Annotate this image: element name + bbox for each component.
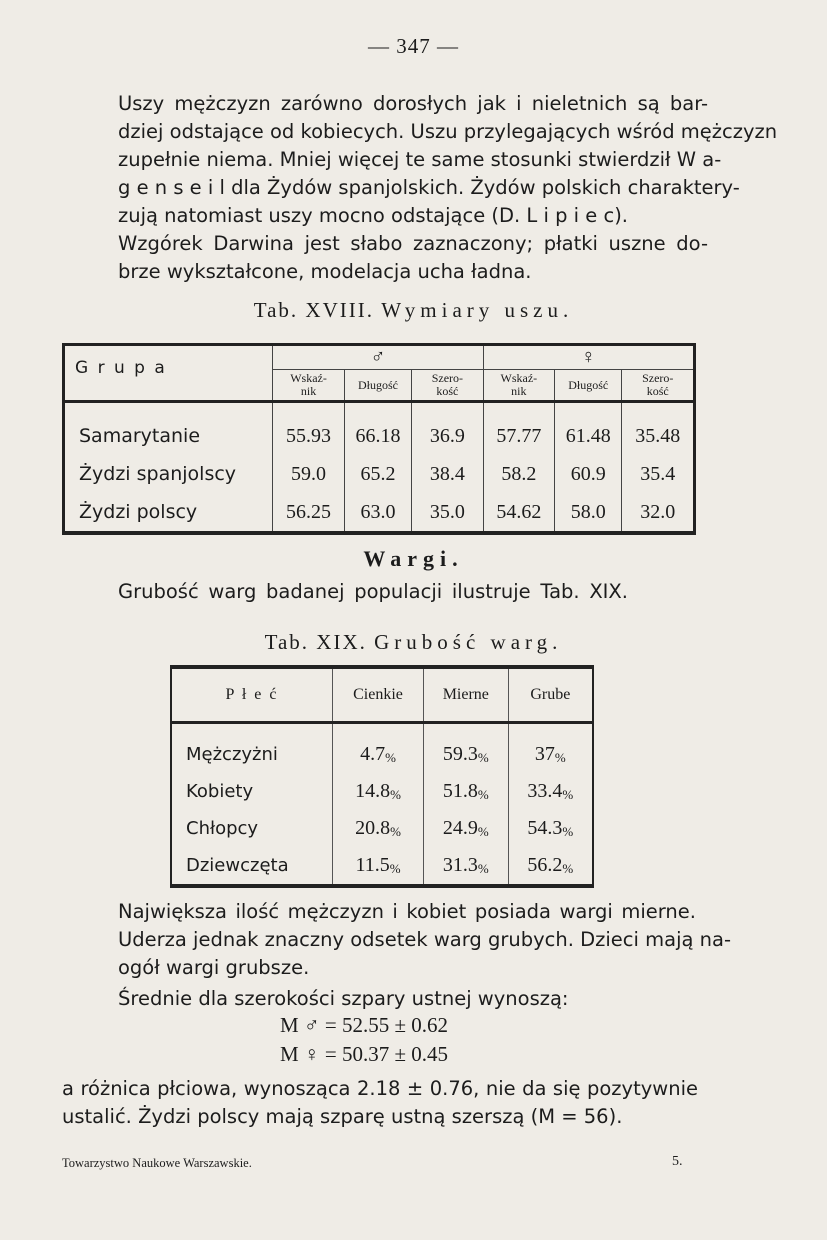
percent-sign: % (554, 750, 566, 765)
page-number: — 347 — (368, 34, 459, 58)
table-cell: 36.9 (412, 417, 483, 455)
cell-value: 31.3 (442, 854, 478, 876)
row-label: Chłopcy (186, 818, 259, 839)
column-header: Wskaź- nik (483, 370, 554, 402)
table-cell: 32.0 (622, 493, 695, 533)
table-cell (424, 736, 509, 773)
formula-female: M ♀ = 50.37 ± 0.45 (280, 1042, 449, 1066)
row-label: Kobiety (186, 781, 254, 802)
cell-value: 51.8 (442, 780, 478, 802)
table-ear-measurements (62, 343, 696, 535)
formula-male: M ♂ = 52.55 ± 0.62 (280, 1013, 449, 1037)
paragraph-mouth-width: Średnie dla szerokości szpary ustnej wynoszą: (118, 987, 569, 1010)
table-cell: 54.62 (483, 493, 554, 533)
text-line: ustalić. Żydzi polscy mają szparę ustną szerszą (M = 56). (62, 1105, 623, 1128)
column-header: Grube (508, 667, 593, 723)
text-line: g e n s e i l dla Żydów spanjolskich. Żydów polskich charaktery- (118, 176, 740, 199)
percent-sign: % (477, 750, 489, 765)
row-label: Samarytanie (79, 425, 201, 447)
table-row (64, 455, 695, 493)
table-cell: 59.0 (273, 455, 344, 493)
text-line: Uszy mężczyzn zarówno dorosłych jak i nieletnich są bar- (118, 92, 708, 115)
table-19-caption (0, 630, 827, 655)
column-header: Cienkie (333, 667, 424, 723)
percent-sign: % (477, 824, 489, 839)
text-line: dziej odstające od kobiecych. Uszu przylegających wśród mężczyzn (118, 120, 778, 143)
footer-sheet-number: 5. (672, 1154, 683, 1169)
table-lip-thickness (170, 665, 594, 888)
column-header: Długość (555, 370, 622, 402)
column-header: Wskaź- nik (273, 370, 344, 402)
text-line: a różnica płciowa, wynosząca 2.18 ± 0.76, nie da się pozytywnie (62, 1077, 698, 1100)
table-row (171, 810, 593, 847)
lips-intro: Grubość warg badanej populacji ilustruje Tab. XIX. (118, 580, 628, 603)
cell-value: 24.9 (442, 817, 478, 839)
row-label: Mężczyżni (186, 744, 278, 765)
table-cell: 66.18 (344, 417, 411, 455)
cell-value: 37 (534, 743, 555, 765)
table-cell: 35.48 (622, 417, 695, 455)
row-label: Żydzi polscy (79, 501, 198, 523)
table-cell: 38.4 (412, 455, 483, 493)
section-title-lips: Wargi. (363, 546, 464, 571)
percent-sign: % (390, 787, 401, 802)
percent-sign: % (562, 824, 574, 839)
table-cell (508, 773, 593, 810)
cell-value: 54.3 (527, 817, 563, 839)
column-header: Szero- kość (622, 370, 695, 402)
percent-sign: % (477, 861, 489, 876)
female-header: ♀ (483, 345, 694, 370)
text-line: Uderza jednak znaczny odsetek warg grubych. Dzieci mają na- (118, 928, 731, 951)
table-cell (333, 773, 424, 810)
percent-sign: % (389, 861, 401, 876)
text-line: zują natomiast uszy mocno odstające (D. L i p i e c). (118, 204, 628, 227)
percent-sign: % (385, 750, 396, 765)
table-cell (333, 736, 424, 773)
cell-value: 59.3 (442, 743, 478, 765)
column-header: Szero- kość (412, 370, 483, 402)
cell-value: 20.8 (355, 817, 391, 839)
percent-sign: % (477, 787, 489, 802)
percent-sign: % (562, 787, 574, 802)
cell-value: 33.4 (527, 780, 563, 802)
text-line: Największa ilość mężczyzn i kobiet posiada wargi mierne. (118, 900, 696, 923)
table-19-title: Grubość warg. (374, 630, 563, 654)
column-header: P ł e ć (225, 686, 279, 703)
cell-value: 11.5 (355, 854, 390, 876)
column-header: Mierne (424, 667, 509, 723)
table-18-number: Tab. XVIII. (253, 298, 374, 322)
row-label: Żydzi spanjolscy (79, 463, 237, 485)
paragraph-ears (118, 90, 778, 286)
table-row (171, 847, 593, 886)
table-19-number: Tab. XIX. (264, 630, 367, 654)
footer-publisher: Towarzystwo Naukowe Warszawskie. (62, 1156, 252, 1170)
table-cell: 58.2 (483, 455, 554, 493)
paragraph-difference (62, 1075, 698, 1131)
table-cell: 35.4 (622, 455, 695, 493)
table-row (171, 736, 593, 773)
table-row (64, 417, 695, 455)
table-cell: 55.93 (273, 417, 344, 455)
table-cell: 61.48 (555, 417, 622, 455)
text-line: ogół wargi grubsze. (118, 956, 310, 979)
table-cell (508, 810, 593, 847)
row-label: Dziewczęta (186, 855, 289, 876)
table-cell (508, 736, 593, 773)
table-cell: 58.0 (555, 493, 622, 533)
cell-value: 14.8 (355, 780, 391, 802)
table-cell (508, 847, 593, 886)
table-18-title: Wymiary uszu. (381, 298, 574, 322)
table-row (64, 493, 695, 533)
cell-value: 4.7 (360, 743, 386, 765)
table-cell: 60.9 (555, 455, 622, 493)
text-line: brze wykształcone, modelacja ucha ładna. (118, 260, 532, 283)
table-18-caption (0, 298, 827, 323)
table-cell: 56.25 (273, 493, 344, 533)
table-cell (424, 773, 509, 810)
group-header: G r u p a (75, 358, 167, 378)
table-cell: 35.0 (412, 493, 483, 533)
table-cell (424, 810, 509, 847)
percent-sign: % (562, 861, 574, 876)
table-cell (333, 847, 424, 886)
cell-value: 56.2 (527, 854, 563, 876)
male-header: ♂ (273, 345, 483, 370)
table-cell (333, 810, 424, 847)
paragraph-lips (118, 898, 731, 982)
text-line: zupełnie niema. Mniej więcej te same stosunki stwierdził W a- (118, 148, 722, 171)
table-cell: 63.0 (344, 493, 411, 533)
table-cell: 65.2 (344, 455, 411, 493)
table-row (171, 773, 593, 810)
text-line: Wzgórek Darwina jest słabo zaznaczony; płatki uszne do- (118, 232, 708, 255)
column-header: Długość (344, 370, 411, 402)
table-cell: 57.77 (483, 417, 554, 455)
table-cell (424, 847, 509, 886)
percent-sign: % (390, 824, 401, 839)
